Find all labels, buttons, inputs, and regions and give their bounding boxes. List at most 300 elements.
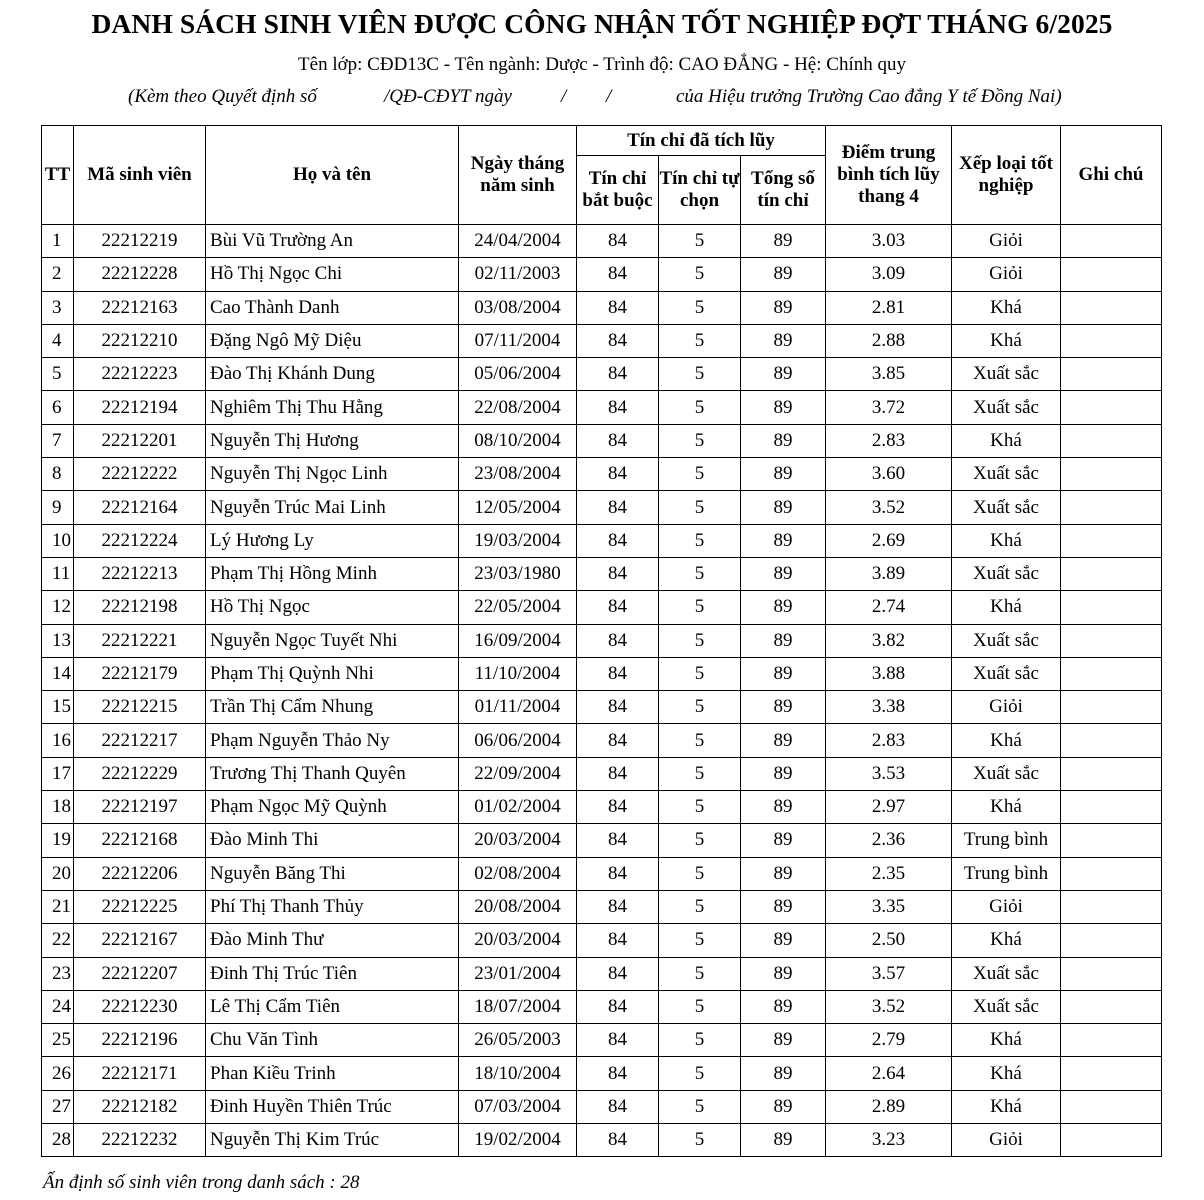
cell-student-id: 22212207: [74, 957, 206, 990]
cell-note: [1061, 458, 1162, 491]
cell-credits-total: 89: [741, 890, 826, 923]
cell-credits-total: 89: [741, 624, 826, 657]
cell-note: [1061, 657, 1162, 690]
cell-credits-required: 84: [577, 757, 659, 790]
cell-student-id: 22212230: [74, 990, 206, 1023]
cell-dob: 08/10/2004: [459, 424, 577, 457]
cell-note: [1061, 1090, 1162, 1123]
cell-classification: Xuất sắc: [952, 990, 1061, 1023]
cell-credits-required: 84: [577, 225, 659, 258]
cell-note: [1061, 291, 1162, 324]
cell-student-id: 22212228: [74, 258, 206, 291]
cell-classification: Xuất sắc: [952, 557, 1061, 590]
cell-credits-required: 84: [577, 491, 659, 524]
cell-gpa: 2.81: [826, 291, 952, 324]
cell-dob: 22/08/2004: [459, 391, 577, 424]
table-row: [42, 291, 1162, 324]
cell-credits-total: 89: [741, 824, 826, 857]
cell-credits-elective: 5: [659, 657, 741, 690]
cell-student-id: 22212194: [74, 391, 206, 424]
cell-tt: 1: [42, 225, 74, 258]
cell-note: [1061, 1057, 1162, 1090]
header-full-name: Họ và tên: [206, 126, 459, 225]
graduates-table: [41, 125, 1162, 1157]
cell-dob: 22/09/2004: [459, 757, 577, 790]
cell-full-name: Nguyễn Thị Kim Trúc: [206, 1124, 459, 1157]
cell-tt: 17: [42, 757, 74, 790]
cell-credits-elective: 5: [659, 358, 741, 391]
cell-gpa: 3.85: [826, 358, 952, 391]
cell-dob: 12/05/2004: [459, 491, 577, 524]
cell-tt: 4: [42, 324, 74, 357]
cell-classification: Giỏi: [952, 258, 1061, 291]
cell-full-name: Nguyễn Thị Hương: [206, 424, 459, 457]
cell-classification: Xuất sắc: [952, 657, 1061, 690]
cell-credits-required: 84: [577, 791, 659, 824]
table-row: [42, 524, 1162, 557]
cell-dob: 19/02/2004: [459, 1124, 577, 1157]
cell-dob: 23/03/1980: [459, 557, 577, 590]
cell-credits-elective: 5: [659, 524, 741, 557]
table-row: [42, 424, 1162, 457]
cell-full-name: Trương Thị Thanh Quyên: [206, 757, 459, 790]
cell-note: [1061, 624, 1162, 657]
cell-credits-required: 84: [577, 691, 659, 724]
cell-credits-total: 89: [741, 791, 826, 824]
cell-tt: 16: [42, 724, 74, 757]
cell-gpa: 3.53: [826, 757, 952, 790]
cell-tt: 3: [42, 291, 74, 324]
cell-student-id: 22212167: [74, 924, 206, 957]
cell-credits-elective: 5: [659, 924, 741, 957]
cell-credits-total: 89: [741, 990, 826, 1023]
cell-student-id: 22212224: [74, 524, 206, 557]
cell-credits-total: 89: [741, 557, 826, 590]
table-row: [42, 691, 1162, 724]
table-body: [42, 225, 1162, 1157]
table-row: [42, 1090, 1162, 1123]
cell-credits-elective: 5: [659, 391, 741, 424]
cell-credits-elective: 5: [659, 757, 741, 790]
cell-note: [1061, 324, 1162, 357]
student-count-note: Ấn định số sinh viên trong danh sách : 28: [43, 1172, 360, 1193]
cell-classification: Giỏi: [952, 225, 1061, 258]
cell-full-name: Nguyễn Thị Ngọc Linh: [206, 458, 459, 491]
cell-credits-elective: 5: [659, 724, 741, 757]
table-row: [42, 557, 1162, 590]
cell-credits-elective: 5: [659, 557, 741, 590]
cell-note: [1061, 990, 1162, 1023]
cell-gpa: 3.52: [826, 990, 952, 1023]
cell-credits-required: 84: [577, 1124, 659, 1157]
cell-dob: 01/11/2004: [459, 691, 577, 724]
cell-dob: 02/11/2003: [459, 258, 577, 291]
cell-credits-total: 89: [741, 225, 826, 258]
cell-dob: 11/10/2004: [459, 657, 577, 690]
cell-credits-total: 89: [741, 391, 826, 424]
cell-gpa: 2.50: [826, 924, 952, 957]
cell-note: [1061, 591, 1162, 624]
cell-full-name: Phạm Thị Hồng Minh: [206, 557, 459, 590]
cell-classification: Khá: [952, 291, 1061, 324]
cell-full-name: Nghiêm Thị Thu Hằng: [206, 391, 459, 424]
class-info: Tên lớp: CĐD13C - Tên ngành: Dược - Trình độ: CAO ĐẲNG - Hệ: Chính quy: [298, 54, 906, 75]
cell-classification: Xuất sắc: [952, 458, 1061, 491]
cell-credits-elective: 5: [659, 258, 741, 291]
cell-tt: 21: [42, 890, 74, 923]
header-classification: Xếp loại tốt nghiệp: [952, 126, 1061, 225]
cell-gpa: 3.38: [826, 691, 952, 724]
table-row: [42, 225, 1162, 258]
cell-tt: 14: [42, 657, 74, 690]
cell-note: [1061, 1124, 1162, 1157]
cell-dob: 18/10/2004: [459, 1057, 577, 1090]
cell-classification: Xuất sắc: [952, 957, 1061, 990]
table-row: [42, 990, 1162, 1023]
table-row: [42, 824, 1162, 857]
cell-student-id: 22212221: [74, 624, 206, 657]
cell-credits-elective: 5: [659, 1024, 741, 1057]
cell-classification: Khá: [952, 1024, 1061, 1057]
header-student-id: Mã sinh viên: [74, 126, 206, 225]
header-gpa: Điểm trung bình tích lũy thang 4: [826, 126, 952, 225]
cell-credits-elective: 5: [659, 324, 741, 357]
cell-student-id: 22212168: [74, 824, 206, 857]
cell-credits-required: 84: [577, 291, 659, 324]
decision-reference: [0, 86, 1204, 112]
cell-credits-required: 84: [577, 824, 659, 857]
cell-note: [1061, 391, 1162, 424]
cell-student-id: 22212210: [74, 324, 206, 357]
cell-tt: 23: [42, 957, 74, 990]
cell-credits-elective: 5: [659, 791, 741, 824]
cell-credits-total: 89: [741, 424, 826, 457]
cell-credits-total: 89: [741, 691, 826, 724]
cell-dob: 03/08/2004: [459, 291, 577, 324]
cell-gpa: 3.82: [826, 624, 952, 657]
cell-full-name: Bùi Vũ Trường An: [206, 225, 459, 258]
document-title: DANH SÁCH SINH VIÊN ĐƯỢC CÔNG NHẬN TỐT NGHIỆP ĐỢT THÁNG 6/2025: [91, 8, 1113, 39]
cell-credits-elective: 5: [659, 491, 741, 524]
cell-tt: 7: [42, 424, 74, 457]
cell-credits-required: 84: [577, 1090, 659, 1123]
table-row: [42, 724, 1162, 757]
cell-student-id: 22212215: [74, 691, 206, 724]
cell-credits-total: 89: [741, 757, 826, 790]
cell-credits-elective: 5: [659, 691, 741, 724]
cell-classification: Giỏi: [952, 691, 1061, 724]
decision-date-slash-2: /: [606, 86, 612, 107]
table-row: [42, 458, 1162, 491]
cell-classification: Khá: [952, 324, 1061, 357]
cell-full-name: Phan Kiều Trinh: [206, 1057, 459, 1090]
cell-student-id: 22212197: [74, 791, 206, 824]
cell-gpa: 2.83: [826, 724, 952, 757]
cell-student-id: 22212206: [74, 857, 206, 890]
cell-credits-total: 89: [741, 924, 826, 957]
cell-gpa: 2.83: [826, 424, 952, 457]
cell-gpa: 3.57: [826, 957, 952, 990]
cell-credits-elective: 5: [659, 291, 741, 324]
cell-student-id: 22212222: [74, 458, 206, 491]
cell-dob: 02/08/2004: [459, 857, 577, 890]
cell-credits-total: 89: [741, 458, 826, 491]
cell-classification: Khá: [952, 924, 1061, 957]
cell-credits-required: 84: [577, 591, 659, 624]
cell-credits-required: 84: [577, 391, 659, 424]
cell-credits-required: 84: [577, 890, 659, 923]
cell-student-id: 22212171: [74, 1057, 206, 1090]
header-dob: Ngày tháng năm sinh: [459, 126, 577, 225]
cell-full-name: Đào Minh Thi: [206, 824, 459, 857]
cell-gpa: 3.60: [826, 458, 952, 491]
cell-full-name: Đặng Ngô Mỹ Diệu: [206, 324, 459, 357]
cell-tt: 19: [42, 824, 74, 857]
cell-full-name: Phạm Ngọc Mỹ Quỳnh: [206, 791, 459, 824]
cell-classification: Xuất sắc: [952, 757, 1061, 790]
cell-gpa: 3.72: [826, 391, 952, 424]
cell-dob: 19/03/2004: [459, 524, 577, 557]
cell-student-id: 22212179: [74, 657, 206, 690]
cell-gpa: 3.52: [826, 491, 952, 524]
cell-classification: Khá: [952, 591, 1061, 624]
cell-credits-total: 89: [741, 1124, 826, 1157]
cell-note: [1061, 924, 1162, 957]
cell-student-id: 22212163: [74, 291, 206, 324]
cell-dob: 06/06/2004: [459, 724, 577, 757]
cell-full-name: Đào Thị Khánh Dung: [206, 358, 459, 391]
cell-gpa: 2.89: [826, 1090, 952, 1123]
cell-credits-required: 84: [577, 458, 659, 491]
table-row: [42, 1057, 1162, 1090]
cell-note: [1061, 757, 1162, 790]
cell-gpa: 2.69: [826, 524, 952, 557]
cell-classification: Xuất sắc: [952, 624, 1061, 657]
cell-tt: 12: [42, 591, 74, 624]
cell-credits-elective: 5: [659, 824, 741, 857]
cell-credits-required: 84: [577, 990, 659, 1023]
cell-classification: Khá: [952, 524, 1061, 557]
cell-credits-elective: 5: [659, 458, 741, 491]
cell-student-id: 22212232: [74, 1124, 206, 1157]
cell-dob: 07/03/2004: [459, 1090, 577, 1123]
cell-credits-total: 89: [741, 524, 826, 557]
cell-credits-total: 89: [741, 1024, 826, 1057]
cell-credits-required: 84: [577, 524, 659, 557]
cell-credits-total: 89: [741, 1090, 826, 1123]
cell-full-name: Hồ Thị Ngọc: [206, 591, 459, 624]
cell-tt: 9: [42, 491, 74, 524]
cell-classification: Khá: [952, 791, 1061, 824]
header-credits-group: Tín chỉ đã tích lũy: [577, 126, 826, 156]
cell-tt: 20: [42, 857, 74, 890]
cell-credits-total: 89: [741, 657, 826, 690]
cell-full-name: Đào Minh Thư: [206, 924, 459, 957]
cell-full-name: Phạm Nguyễn Thảo Ny: [206, 724, 459, 757]
cell-classification: Khá: [952, 1057, 1061, 1090]
table-row: [42, 1124, 1162, 1157]
table-row: [42, 957, 1162, 990]
cell-dob: 23/01/2004: [459, 957, 577, 990]
cell-full-name: Hồ Thị Ngọc Chi: [206, 258, 459, 291]
cell-credits-required: 84: [577, 258, 659, 291]
cell-full-name: Chu Văn Tình: [206, 1024, 459, 1057]
cell-full-name: Nguyễn Băng Thi: [206, 857, 459, 890]
cell-credits-total: 89: [741, 491, 826, 524]
cell-classification: Trung bình: [952, 857, 1061, 890]
table-row: [42, 1024, 1162, 1057]
cell-credits-required: 84: [577, 324, 659, 357]
cell-gpa: 3.23: [826, 1124, 952, 1157]
cell-gpa: 2.97: [826, 791, 952, 824]
table-row: [42, 657, 1162, 690]
cell-gpa: 2.74: [826, 591, 952, 624]
table-row: [42, 591, 1162, 624]
cell-note: [1061, 225, 1162, 258]
cell-tt: 25: [42, 1024, 74, 1057]
header-tt: TT: [42, 126, 74, 225]
cell-note: [1061, 524, 1162, 557]
cell-credits-required: 84: [577, 957, 659, 990]
cell-credits-required: 84: [577, 624, 659, 657]
cell-dob: 16/09/2004: [459, 624, 577, 657]
cell-full-name: Đinh Thị Trúc Tiên: [206, 957, 459, 990]
cell-tt: 5: [42, 358, 74, 391]
cell-gpa: 3.89: [826, 557, 952, 590]
cell-full-name: Phí Thị Thanh Thủy: [206, 890, 459, 923]
cell-student-id: 22212223: [74, 358, 206, 391]
cell-note: [1061, 824, 1162, 857]
cell-credits-elective: 5: [659, 957, 741, 990]
cell-note: [1061, 1024, 1162, 1057]
cell-tt: 13: [42, 624, 74, 657]
cell-note: [1061, 724, 1162, 757]
cell-tt: 10: [42, 524, 74, 557]
cell-student-id: 22212196: [74, 1024, 206, 1057]
cell-credits-required: 84: [577, 557, 659, 590]
cell-tt: 24: [42, 990, 74, 1023]
cell-full-name: Phạm Thị Quỳnh Nhi: [206, 657, 459, 690]
cell-student-id: 22212229: [74, 757, 206, 790]
cell-credits-total: 89: [741, 591, 826, 624]
cell-full-name: Lê Thị Cẩm Tiên: [206, 990, 459, 1023]
table-row: [42, 857, 1162, 890]
cell-credits-elective: 5: [659, 591, 741, 624]
cell-dob: 18/07/2004: [459, 990, 577, 1023]
cell-full-name: Trần Thị Cẩm Nhung: [206, 691, 459, 724]
cell-dob: 24/04/2004: [459, 225, 577, 258]
cell-dob: 20/03/2004: [459, 824, 577, 857]
cell-gpa: 3.88: [826, 657, 952, 690]
cell-gpa: 2.64: [826, 1057, 952, 1090]
decision-date-slash-1: /: [561, 86, 567, 107]
table-row: [42, 391, 1162, 424]
cell-student-id: 22212182: [74, 1090, 206, 1123]
cell-credits-required: 84: [577, 924, 659, 957]
cell-credits-required: 84: [577, 857, 659, 890]
cell-credits-total: 89: [741, 724, 826, 757]
cell-dob: 23/08/2004: [459, 458, 577, 491]
table-row: [42, 358, 1162, 391]
cell-credits-elective: 5: [659, 424, 741, 457]
cell-note: [1061, 424, 1162, 457]
cell-student-id: 22212217: [74, 724, 206, 757]
cell-classification: Xuất sắc: [952, 391, 1061, 424]
cell-classification: Khá: [952, 724, 1061, 757]
cell-gpa: 2.36: [826, 824, 952, 857]
cell-tt: 22: [42, 924, 74, 957]
cell-credits-required: 84: [577, 1024, 659, 1057]
cell-credits-elective: 5: [659, 1124, 741, 1157]
cell-gpa: 2.79: [826, 1024, 952, 1057]
cell-dob: 26/05/2003: [459, 1024, 577, 1057]
cell-note: [1061, 857, 1162, 890]
cell-classification: Khá: [952, 1090, 1061, 1123]
cell-student-id: 22212219: [74, 225, 206, 258]
cell-credits-total: 89: [741, 957, 826, 990]
cell-student-id: 22212164: [74, 491, 206, 524]
cell-tt: 27: [42, 1090, 74, 1123]
table-row: [42, 924, 1162, 957]
table-row: [42, 258, 1162, 291]
cell-tt: 2: [42, 258, 74, 291]
cell-credits-elective: 5: [659, 225, 741, 258]
cell-dob: 07/11/2004: [459, 324, 577, 357]
cell-student-id: 22212213: [74, 557, 206, 590]
cell-dob: 22/05/2004: [459, 591, 577, 624]
cell-credits-required: 84: [577, 424, 659, 457]
cell-tt: 26: [42, 1057, 74, 1090]
cell-tt: 6: [42, 391, 74, 424]
cell-credits-total: 89: [741, 324, 826, 357]
header-credits-total: Tổng số tín chỉ: [741, 156, 826, 225]
cell-gpa: 3.35: [826, 890, 952, 923]
cell-credits-elective: 5: [659, 1090, 741, 1123]
cell-classification: Giỏi: [952, 1124, 1061, 1157]
cell-dob: 20/08/2004: [459, 890, 577, 923]
cell-classification: Xuất sắc: [952, 491, 1061, 524]
cell-full-name: Nguyễn Trúc Mai Linh: [206, 491, 459, 524]
cell-credits-total: 89: [741, 857, 826, 890]
cell-full-name: Cao Thành Danh: [206, 291, 459, 324]
table-row: [42, 890, 1162, 923]
cell-full-name: Lý Hương Ly: [206, 524, 459, 557]
cell-note: [1061, 491, 1162, 524]
header-note: Ghi chú: [1061, 126, 1162, 225]
cell-credits-elective: 5: [659, 857, 741, 890]
cell-credits-total: 89: [741, 358, 826, 391]
cell-credits-total: 89: [741, 258, 826, 291]
cell-note: [1061, 957, 1162, 990]
header-credits-required: Tín chỉ bắt buộc: [577, 156, 659, 225]
cell-tt: 11: [42, 557, 74, 590]
cell-credits-required: 84: [577, 657, 659, 690]
table-row: [42, 491, 1162, 524]
header-credits-elective: Tín chỉ tự chọn: [659, 156, 741, 225]
cell-gpa: 3.03: [826, 225, 952, 258]
cell-note: [1061, 557, 1162, 590]
cell-credits-required: 84: [577, 724, 659, 757]
cell-gpa: 2.35: [826, 857, 952, 890]
cell-credits-total: 89: [741, 291, 826, 324]
cell-gpa: 3.09: [826, 258, 952, 291]
cell-tt: 18: [42, 791, 74, 824]
cell-gpa: 2.88: [826, 324, 952, 357]
cell-credits-required: 84: [577, 1057, 659, 1090]
cell-dob: 05/06/2004: [459, 358, 577, 391]
table-row: [42, 324, 1162, 357]
cell-credits-elective: 5: [659, 890, 741, 923]
